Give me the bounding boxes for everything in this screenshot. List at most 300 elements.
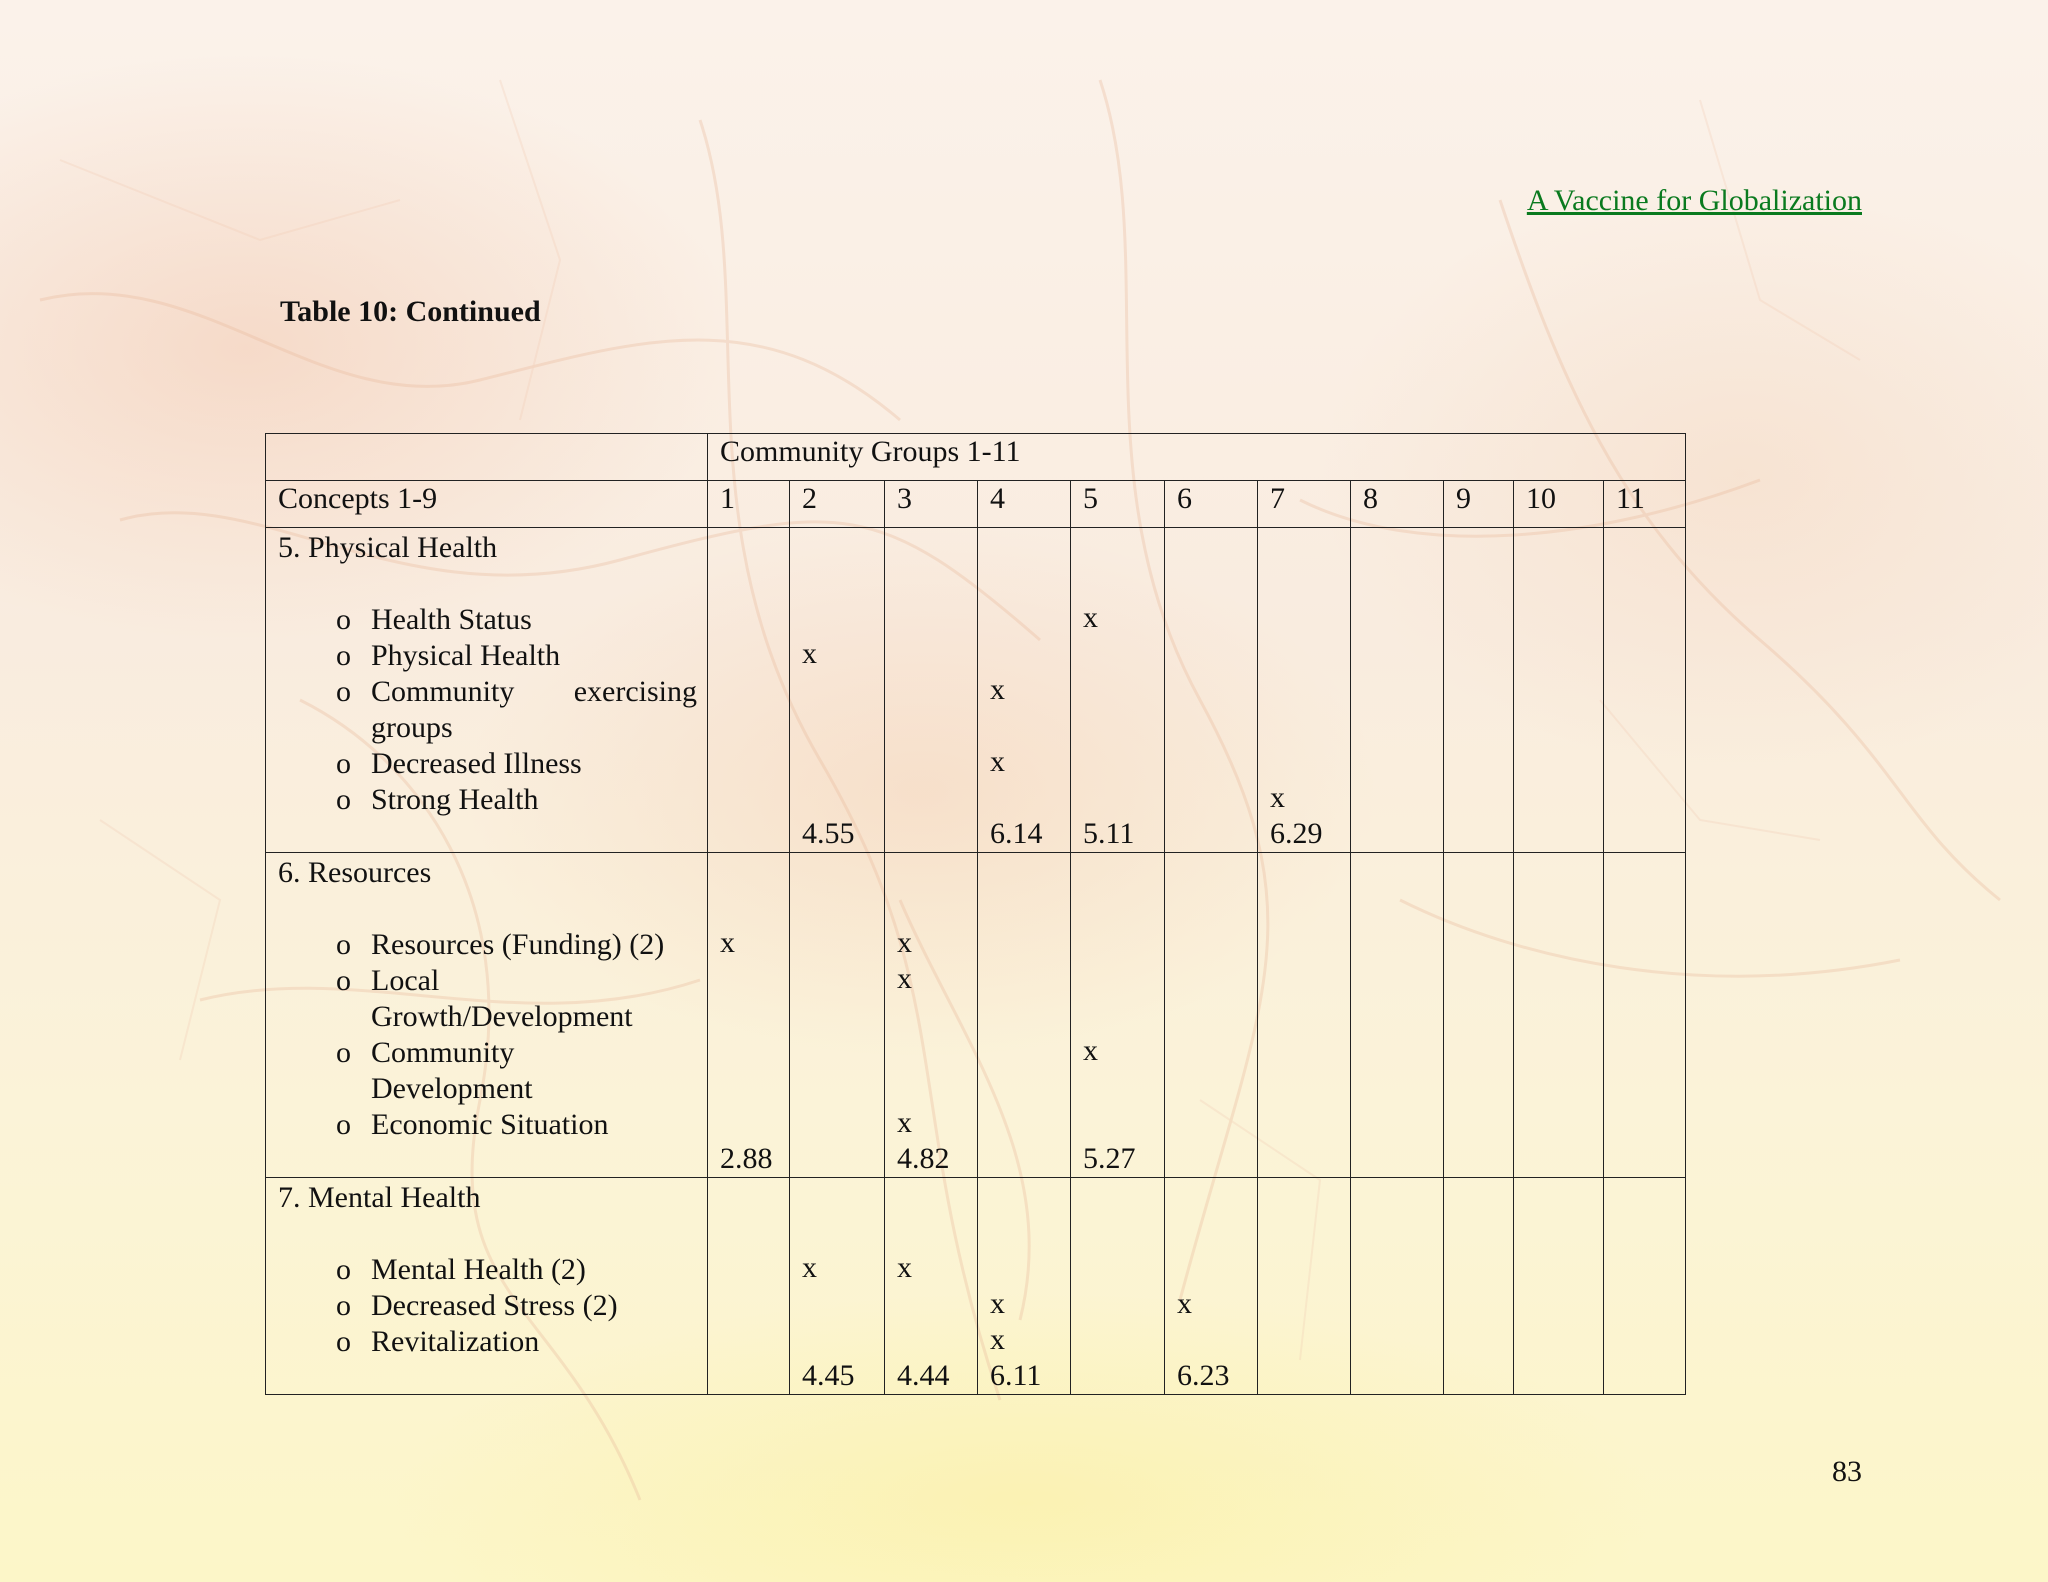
spacer: [278, 891, 697, 927]
mark: [720, 708, 789, 744]
mark: [1083, 708, 1164, 744]
group-cell-2: [790, 1178, 885, 1395]
mark: [1526, 528, 1603, 564]
mark: [1526, 600, 1603, 636]
mark: [1616, 816, 1685, 852]
bullet-icon: o: [336, 928, 351, 961]
mark: [990, 1069, 1070, 1105]
mark: [1526, 961, 1603, 997]
mark: [1456, 744, 1513, 780]
mark: [1270, 1141, 1350, 1177]
column-header-1: 1: [708, 481, 790, 528]
mark: [1083, 1358, 1164, 1394]
concept-item: [278, 746, 697, 782]
mark: [1456, 1178, 1513, 1214]
group-cell-5: [1071, 853, 1165, 1178]
mark: [1526, 564, 1603, 600]
score-value: 6.23: [1177, 1359, 1230, 1392]
mark: [1083, 1069, 1164, 1105]
mark: [1363, 1033, 1443, 1069]
group-cell-6: [1165, 853, 1258, 1178]
mark: [1456, 708, 1513, 744]
mark: [1526, 997, 1603, 1033]
mark: [1616, 889, 1685, 925]
mark: [1177, 744, 1257, 780]
mark: [897, 997, 977, 1033]
mark: [897, 636, 977, 672]
mark: [1616, 672, 1685, 708]
spacer: [278, 566, 697, 602]
mark: [1456, 925, 1513, 961]
mark: [720, 853, 789, 889]
group-cell-7: [1258, 853, 1351, 1178]
mark: [990, 780, 1070, 816]
mark: [802, 708, 884, 744]
mark: [802, 564, 884, 600]
concept-item-text: groups: [371, 711, 453, 744]
concept-item: [278, 782, 697, 818]
mark: [1526, 925, 1603, 961]
mark: [1363, 708, 1443, 744]
mark: [1363, 1141, 1443, 1177]
column-header-7: 7: [1258, 481, 1351, 528]
mark: [1616, 1178, 1685, 1214]
concept-item-text: Revitalization: [371, 1325, 540, 1358]
mark: x: [802, 637, 817, 670]
mark: [897, 1069, 977, 1105]
mark: [1526, 636, 1603, 672]
mark: [897, 1033, 977, 1069]
mark: [1177, 997, 1257, 1033]
column-header-6: 6: [1165, 481, 1258, 528]
mark: [1083, 889, 1164, 925]
mark: x: [897, 1251, 912, 1284]
group-cell-3: [885, 853, 978, 1178]
mark: [1526, 1141, 1603, 1177]
mark: [720, 1358, 789, 1394]
mark: [897, 1286, 977, 1322]
mark: [1363, 744, 1443, 780]
column-header-11: 11: [1604, 481, 1686, 528]
column-header-10: 10: [1514, 481, 1604, 528]
mark: [1083, 1178, 1164, 1214]
group-cell-3: [885, 528, 978, 853]
mark: [990, 528, 1070, 564]
mark: [1363, 1069, 1443, 1105]
mark: x: [897, 926, 912, 959]
mark: [990, 889, 1070, 925]
mark: [897, 600, 977, 636]
mark: [990, 853, 1070, 889]
concept-title: 5. Physical Health: [278, 531, 498, 564]
mark: [1616, 1214, 1685, 1250]
mark: [1526, 1286, 1603, 1322]
mark: [1177, 672, 1257, 708]
mark: [802, 889, 884, 925]
mark: [1270, 1214, 1350, 1250]
mark: x: [1083, 601, 1098, 634]
column-header-2: 2: [790, 481, 885, 528]
score-value: 4.44: [897, 1359, 950, 1392]
bullet-icon: o: [336, 603, 351, 636]
mark: x: [1270, 781, 1285, 814]
mark: [990, 997, 1070, 1033]
mark: [990, 1033, 1070, 1069]
mark: [720, 672, 789, 708]
mark: [1456, 636, 1513, 672]
mark: [1363, 1178, 1443, 1214]
mark: [897, 744, 977, 780]
score-value: 6.14: [990, 817, 1043, 850]
group-cell-7: [1258, 528, 1351, 853]
mark: [1456, 1141, 1513, 1177]
concept-item: [278, 1324, 697, 1360]
mark: [1616, 1286, 1685, 1322]
running-header-link[interactable]: A Vaccine for Globalization: [1526, 184, 1862, 217]
mark: [1177, 1141, 1257, 1177]
concept-item-text: Growth/Development: [371, 1000, 633, 1033]
mark: [897, 528, 977, 564]
mark: [720, 600, 789, 636]
mark: [720, 744, 789, 780]
mark: [1270, 925, 1350, 961]
mark: [1616, 564, 1685, 600]
mark: x: [897, 1106, 912, 1139]
mark: [1270, 564, 1350, 600]
mark: [720, 1178, 789, 1214]
concept-cell: [266, 1178, 708, 1395]
mark: [1083, 925, 1164, 961]
mark: [720, 1286, 789, 1322]
score-value: 4.45: [802, 1359, 855, 1392]
section-row: [266, 528, 1686, 853]
mark: [990, 1141, 1070, 1177]
concept-item-text: Health Status: [371, 603, 532, 636]
concepts-header: Concepts 1-9: [266, 481, 708, 528]
concept-title: 6. Resources: [278, 856, 432, 889]
mark: [1363, 1214, 1443, 1250]
mark: [1456, 961, 1513, 997]
column-header-4: 4: [978, 481, 1071, 528]
concept-item-text: Community exercising: [371, 675, 697, 708]
mark: [1616, 1322, 1685, 1358]
mark: [1363, 1286, 1443, 1322]
mark: [1616, 1033, 1685, 1069]
bullet-icon: o: [336, 1108, 351, 1141]
concept-item: [278, 1035, 697, 1071]
mark: [1456, 564, 1513, 600]
concept-item-text: Economic Situation: [371, 1108, 609, 1141]
mark: [1083, 636, 1164, 672]
mark: [1616, 925, 1685, 961]
mark: [720, 961, 789, 997]
mark: x: [802, 1251, 817, 1284]
group-cell-10: [1514, 1178, 1604, 1395]
mark: [1270, 889, 1350, 925]
group-cell-10: [1514, 528, 1604, 853]
mark: [897, 853, 977, 889]
mark: [802, 600, 884, 636]
column-header-5: 5: [1071, 481, 1165, 528]
concept-item-text: Decreased Stress (2): [371, 1289, 618, 1322]
concept-item: [278, 999, 697, 1035]
mark: [1270, 744, 1350, 780]
concept-cell: [266, 853, 708, 1178]
mark: [1363, 853, 1443, 889]
mark: [1363, 1322, 1443, 1358]
mark: [720, 528, 789, 564]
mark: [897, 889, 977, 925]
mark: [1363, 1358, 1443, 1394]
column-header-row: [266, 481, 1686, 528]
mark: [1456, 997, 1513, 1033]
mark: [1526, 1069, 1603, 1105]
mark: [1526, 1214, 1603, 1250]
mark: [1456, 816, 1513, 852]
mark: [1456, 528, 1513, 564]
mark: x: [990, 745, 1005, 778]
mark: [1177, 853, 1257, 889]
mark: [1363, 564, 1443, 600]
mark: [1177, 1069, 1257, 1105]
bullet-icon: o: [336, 783, 351, 816]
mark: [802, 744, 884, 780]
mark: [1083, 1105, 1164, 1141]
mark: [990, 925, 1070, 961]
mark: [897, 1322, 977, 1358]
mark: [720, 564, 789, 600]
mark: [1363, 925, 1443, 961]
section-row: [266, 1178, 1686, 1395]
mark: [1083, 1322, 1164, 1358]
mark: [720, 1322, 789, 1358]
mark: [802, 1033, 884, 1069]
group-cell-4: [978, 1178, 1071, 1395]
mark: [1270, 1033, 1350, 1069]
community-groups-header: Community Groups 1-11: [708, 434, 1686, 481]
bullet-icon: o: [336, 639, 351, 672]
mark: [720, 1214, 789, 1250]
empty-corner-cell: [266, 434, 708, 481]
mark: x: [990, 673, 1005, 706]
mark: [1177, 1033, 1257, 1069]
mark: [1616, 1250, 1685, 1286]
mark: [1083, 744, 1164, 780]
mark: [1616, 1105, 1685, 1141]
mark: [1526, 889, 1603, 925]
mark: [1456, 1358, 1513, 1394]
mark: [1526, 780, 1603, 816]
concept-item: [278, 1252, 697, 1288]
mark: [1270, 600, 1350, 636]
concept-item-text: Local: [371, 964, 440, 997]
mark: [1616, 997, 1685, 1033]
concept-item-text: Community: [371, 1036, 515, 1069]
mark: [1616, 961, 1685, 997]
column-header-8: 8: [1351, 481, 1444, 528]
mark: [1456, 889, 1513, 925]
group-cell-5: [1071, 528, 1165, 853]
mark: [1526, 708, 1603, 744]
mark: [1270, 1105, 1350, 1141]
mark: [1363, 780, 1443, 816]
concept-title: 7. Mental Health: [278, 1181, 481, 1214]
mark: [1616, 528, 1685, 564]
mark: [1177, 925, 1257, 961]
mark: [720, 636, 789, 672]
mark: [1456, 853, 1513, 889]
mark: [1083, 672, 1164, 708]
mark: [1616, 780, 1685, 816]
mark: [1270, 708, 1350, 744]
mark: [1456, 1033, 1513, 1069]
mark: [1270, 1358, 1350, 1394]
score-value: 6.29: [1270, 817, 1323, 850]
mark: [1270, 528, 1350, 564]
mark: x: [1177, 1287, 1192, 1320]
mark: [897, 708, 977, 744]
mark: x: [1083, 1034, 1098, 1067]
concept-item-text: Development: [371, 1072, 533, 1105]
mark: [1526, 1105, 1603, 1141]
group-cell-11: [1604, 1178, 1686, 1395]
mark: [1363, 961, 1443, 997]
concept-item: [278, 1107, 697, 1143]
mark: x: [990, 1323, 1005, 1356]
mark: [1177, 816, 1257, 852]
group-header-row: [266, 434, 1686, 481]
mark: [802, 780, 884, 816]
concept-item: [278, 927, 697, 963]
mark: [1083, 1214, 1164, 1250]
group-cell-1: [708, 853, 790, 1178]
group-cell-1: [708, 1178, 790, 1395]
mark: [1616, 708, 1685, 744]
score-value: 4.82: [897, 1142, 950, 1175]
group-cell-11: [1604, 853, 1686, 1178]
mark: [990, 708, 1070, 744]
mark: [897, 672, 977, 708]
mark: [1616, 636, 1685, 672]
score-value: 5.27: [1083, 1142, 1136, 1175]
concept-item: [278, 1071, 697, 1107]
mark: [1526, 744, 1603, 780]
mark: [802, 997, 884, 1033]
mark: [720, 816, 789, 852]
bullet-icon: o: [336, 1325, 351, 1358]
group-cell-8: [1351, 528, 1444, 853]
bullet-icon: o: [336, 1036, 351, 1069]
mark: [1270, 672, 1350, 708]
mark: [1363, 889, 1443, 925]
mark: [1526, 1358, 1603, 1394]
group-cell-4: [978, 853, 1071, 1178]
score-value: 4.55: [802, 817, 855, 850]
mark: [1083, 997, 1164, 1033]
group-cell-2: [790, 853, 885, 1178]
mark: [990, 564, 1070, 600]
mark: [1270, 1322, 1350, 1358]
mark: [1270, 1178, 1350, 1214]
group-cell-3: [885, 1178, 978, 1395]
bullet-icon: [278, 999, 371, 1035]
mark: [1177, 961, 1257, 997]
score-value: 6.11: [990, 1359, 1042, 1392]
group-cell-2: [790, 528, 885, 853]
mark: [990, 961, 1070, 997]
mark: [990, 600, 1070, 636]
mark: [1616, 1358, 1685, 1394]
concept-item-text: Mental Health (2): [371, 1253, 586, 1286]
mark: [897, 1214, 977, 1250]
spacer: [278, 1216, 697, 1252]
concept-item-text: Decreased Illness: [371, 747, 582, 780]
mark: [1270, 636, 1350, 672]
mark: [1270, 1286, 1350, 1322]
mark: [990, 1178, 1070, 1214]
column-header-9: 9: [1444, 481, 1514, 528]
mark: [1363, 600, 1443, 636]
group-cell-8: [1351, 1178, 1444, 1395]
concepts-table: [265, 433, 1686, 1395]
bullet-icon: o: [336, 675, 351, 708]
mark: [990, 1214, 1070, 1250]
group-cell-9: [1444, 1178, 1514, 1395]
bullet-icon: o: [336, 964, 351, 997]
mark: [1270, 961, 1350, 997]
mark: [1363, 1105, 1443, 1141]
concept-item: [278, 1288, 697, 1324]
bullet-icon: [278, 1071, 371, 1107]
mark: [802, 1069, 884, 1105]
group-cell-9: [1444, 528, 1514, 853]
concept-item: [278, 710, 697, 746]
mark: [1177, 528, 1257, 564]
mark: [1083, 853, 1164, 889]
mark: [720, 1105, 789, 1141]
mark: [1526, 672, 1603, 708]
mark: [720, 889, 789, 925]
mark: [1083, 1250, 1164, 1286]
mark: [1363, 636, 1443, 672]
mark: [720, 780, 789, 816]
mark: [1616, 1069, 1685, 1105]
concept-item: [278, 638, 697, 674]
mark: [897, 816, 977, 852]
mark: [802, 1214, 884, 1250]
mark: [990, 636, 1070, 672]
mark: [1270, 853, 1350, 889]
mark: [1270, 1069, 1350, 1105]
group-cell-5: [1071, 1178, 1165, 1395]
bullet-icon: o: [336, 747, 351, 780]
mark: [720, 997, 789, 1033]
mark: [1270, 997, 1350, 1033]
mark: [990, 1105, 1070, 1141]
mark: [1363, 528, 1443, 564]
mark: [1363, 816, 1443, 852]
mark: [1083, 961, 1164, 997]
mark: [1177, 1178, 1257, 1214]
mark: [1177, 1105, 1257, 1141]
group-cell-9: [1444, 853, 1514, 1178]
concept-item-text: Resources (Funding) (2): [371, 928, 665, 961]
mark: x: [897, 962, 912, 995]
mark: [1177, 889, 1257, 925]
mark: [1526, 853, 1603, 889]
bullet-icon: [278, 710, 371, 746]
page-number: 83: [1832, 1455, 1862, 1488]
